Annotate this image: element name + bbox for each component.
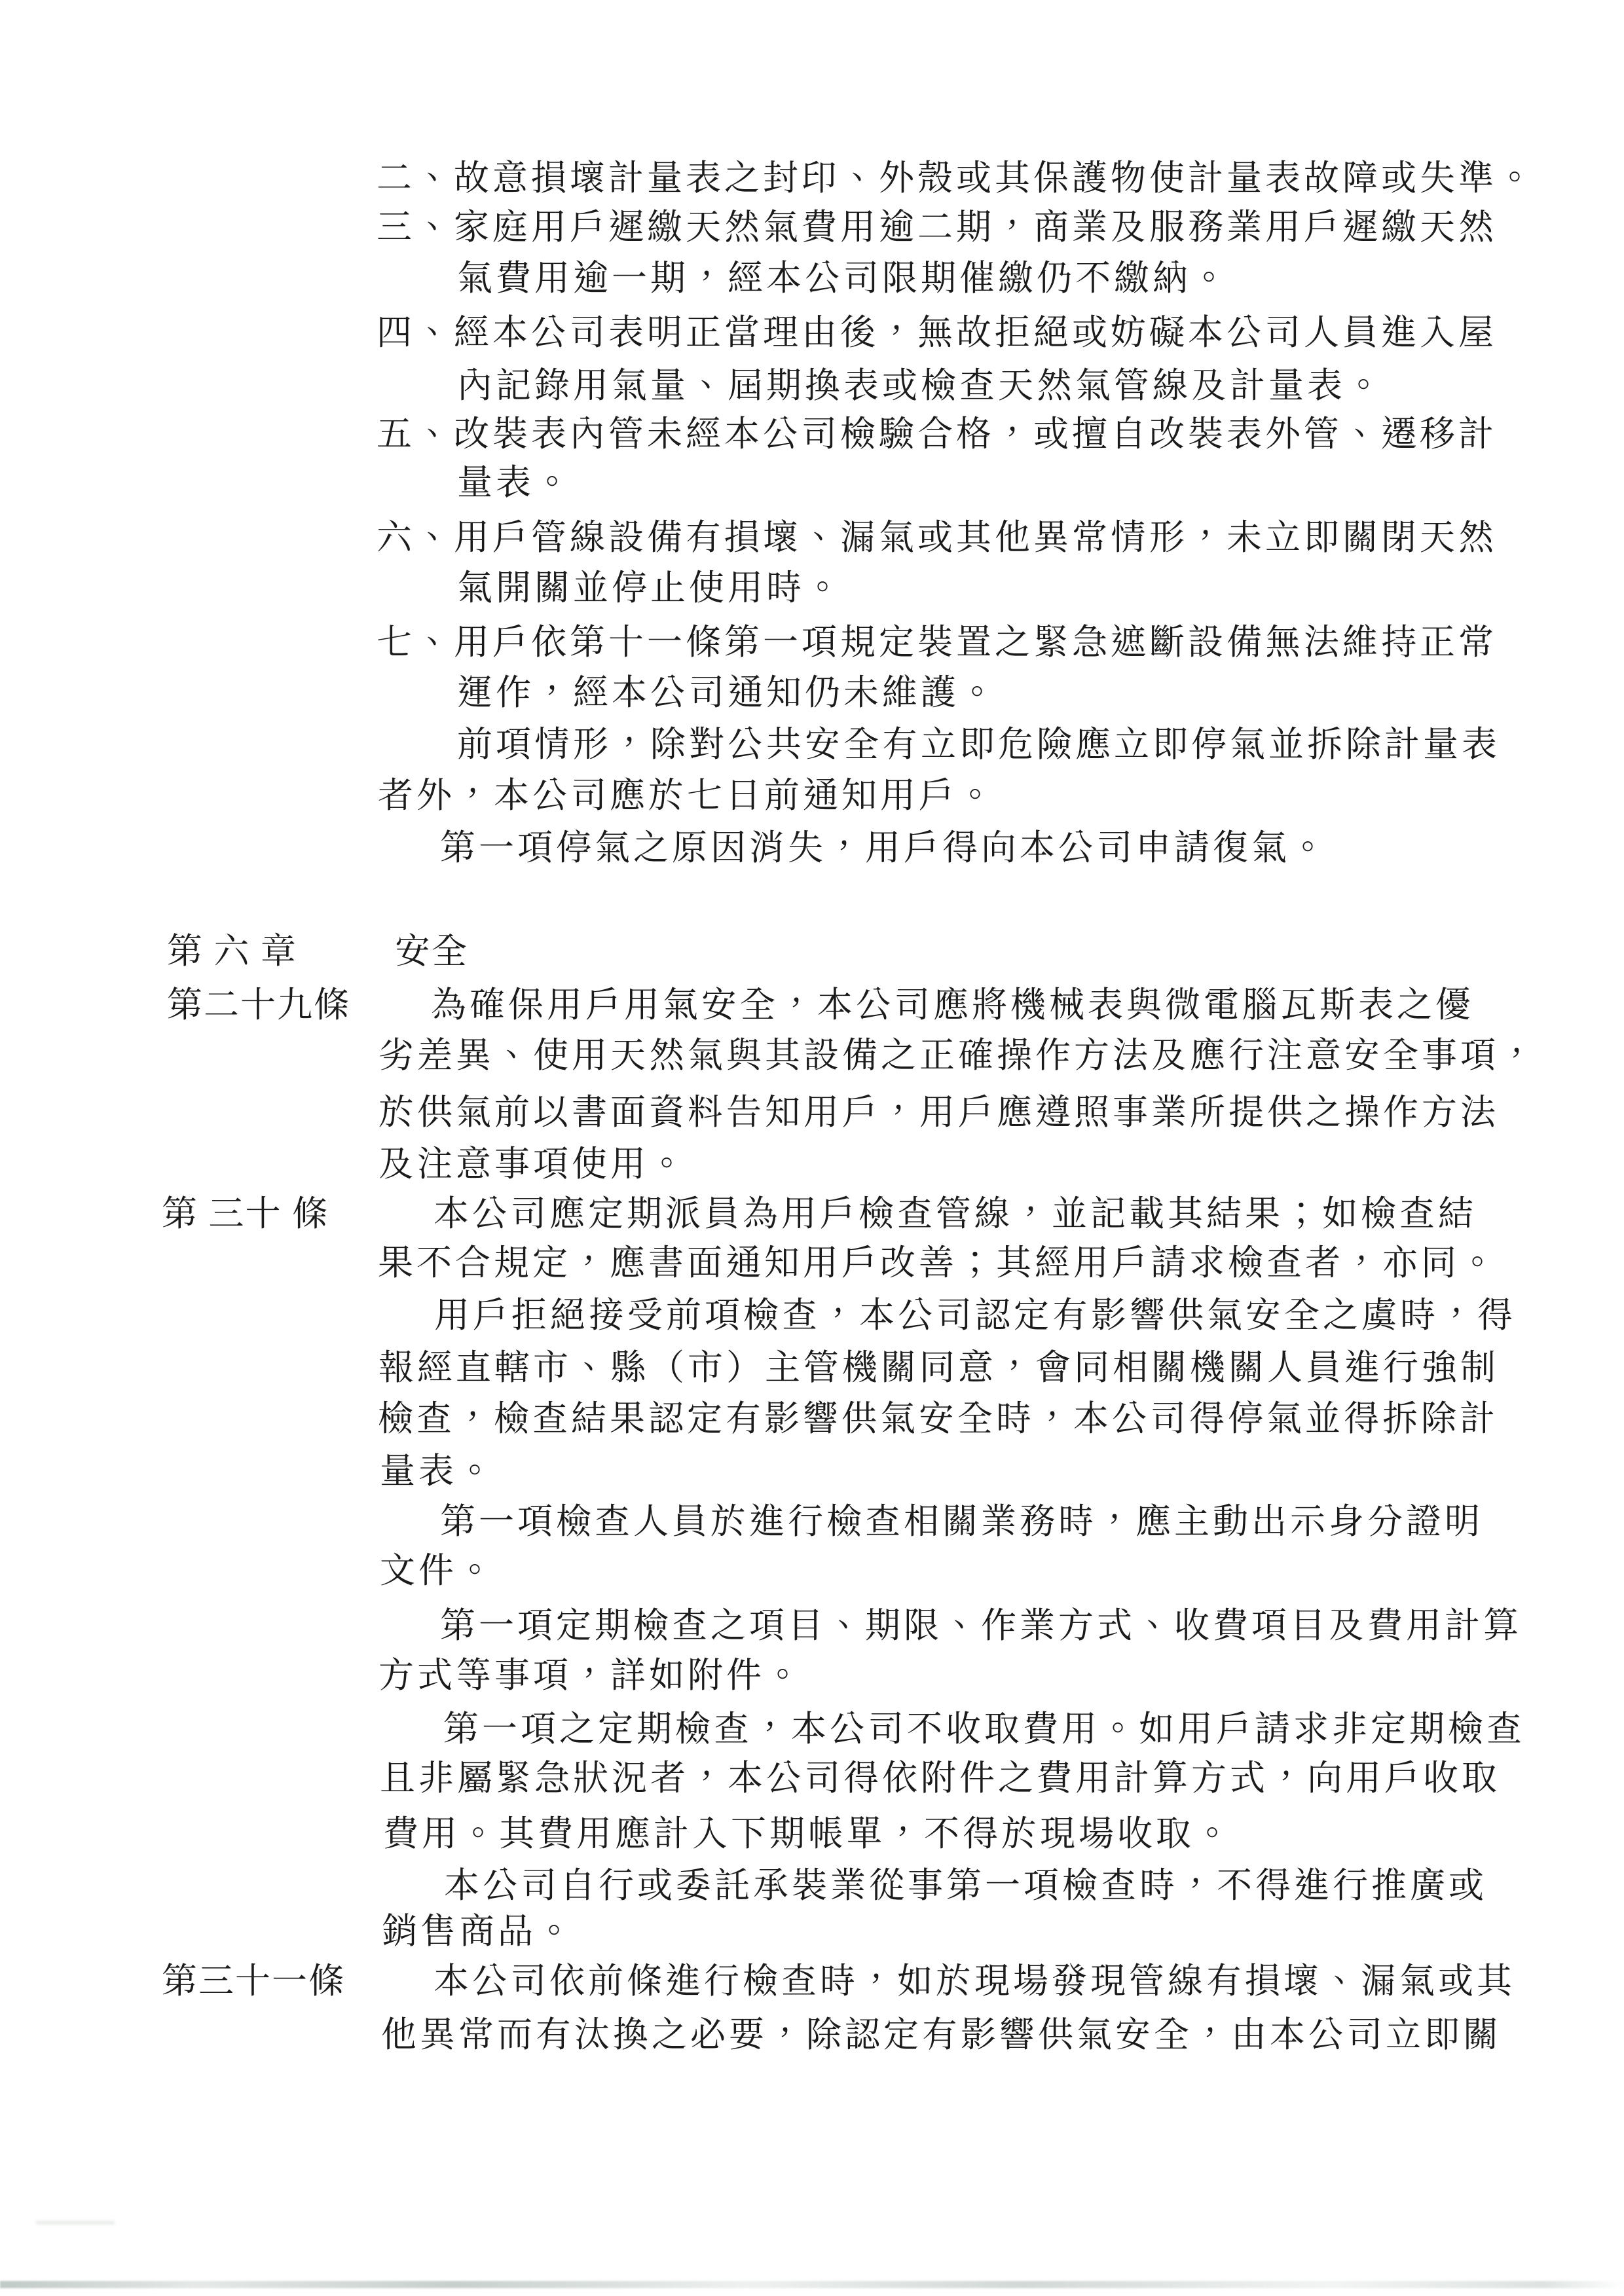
- text-line: 用戶拒絕接受前項檢查，本公司認定有影響供氣安全之虞時，得: [434, 1296, 1516, 1335]
- text-line: 四、經本公司表明正當理由後，無故拒絕或妨礙本公司人員進入屋: [377, 313, 1497, 352]
- scan-artifact-line: [0, 2281, 1624, 2288]
- text-line: 五、改裝表內管未經本公司檢驗合格，或擅自改裝表外管、遷移計: [377, 414, 1497, 454]
- text-line: 及注意事項使用。: [378, 1144, 688, 1184]
- text-line: 本公司依前條進行檢查時，如於現場發現管線有損壞、漏氣或其: [434, 1961, 1515, 2001]
- text-line: 前項情形，除對公共安全有立即危險應立即停氣並拆除計量表: [457, 725, 1500, 764]
- text-line: 者外，本公司應於七日前通知用戶。: [378, 776, 996, 815]
- article-29-number: 第二十九條: [167, 985, 350, 1025]
- chapter-number: 第 六 章: [167, 932, 297, 971]
- text-line: 方式等事項，詳如附件。: [378, 1656, 803, 1695]
- text-line: 本公司自行或委託承裝業從事第一項檢查時，不得進行推廣或: [444, 1866, 1487, 1905]
- article-30-number: 第 三十 條: [162, 1194, 329, 1233]
- text-line: 量表。: [380, 1451, 496, 1491]
- chapter-title: 安全: [395, 932, 468, 971]
- text-line: 本公司應定期派員為用戶檢查管線，並記載其結果；如檢查結: [434, 1194, 1477, 1233]
- text-line: 氣開關並停止使用時。: [457, 568, 843, 608]
- text-line: 量表。: [457, 463, 573, 502]
- text-line: 三、家庭用戶遲繳天然氣費用逾二期，商業及服務業用戶遲繳天然: [377, 208, 1497, 247]
- text-line: 且非屬緊急狀況者，本公司得依附件之費用計算方式，向用戶收取: [380, 1758, 1500, 1798]
- text-line: 運作，經本公司通知仍未維護。: [457, 673, 998, 712]
- text-line: 第一項檢查人員於進行檢查相關業務時，應主動出示身分證明: [440, 1502, 1483, 1541]
- text-line: 第一項之定期檢查，本公司不收取費用。如用戶請求非定期檢查: [443, 1709, 1525, 1749]
- text-line: 檢查，檢查結果認定有影響供氣安全時，本公司得停氣並得拆除計: [378, 1399, 1498, 1438]
- text-line: 二、故意損壞計量表之封印、外殼或其保護物使計量表故障或失準。: [377, 158, 1536, 198]
- text-line: 第一項停氣之原因消失，用戶得向本公司申請復氣。: [440, 828, 1329, 867]
- scan-noise-speck: [36, 2221, 115, 2225]
- text-line: 報經直轄市、縣（市）主管機關同意，會同相關機關人員進行強制: [378, 1348, 1499, 1387]
- text-line: 費用。其費用應計入下期帳單，不得於現場收取。: [383, 1814, 1233, 1853]
- text-line: 文件。: [380, 1551, 496, 1590]
- text-line: 於供氣前以書面資料告知用戶，用戶應遵照事業所提供之操作方法: [378, 1093, 1499, 1132]
- text-line: 他異常而有汰換之必要，除認定有影響供氣安全，由本公司立即關: [381, 2015, 1502, 2054]
- article-31-number: 第三十一條: [162, 1961, 345, 2001]
- text-line: 第一項定期檢查之項目、期限、作業方式、收費項目及費用計算: [440, 1606, 1522, 1645]
- text-line: 六、用戶管線設備有損壞、漏氣或其他異常情形，未立即關閉天然: [377, 518, 1497, 557]
- text-line: 劣差異、使用天然氣與其設備之正確操作方法及應行注意安全事項，: [378, 1036, 1538, 1075]
- text-line: 氣費用逾一期，經本公司限期催繳仍不繳納。: [457, 259, 1230, 298]
- text-line: 七、用戶依第十一條第一項規定裝置之緊急遮斷設備無法維持正常: [377, 623, 1497, 662]
- text-line: 銷售商品。: [382, 1912, 575, 1951]
- text-line: 為確保用戶用氣安全，本公司應將機械表與微電腦瓦斯表之優: [431, 985, 1474, 1025]
- text-line: 內記錄用氣量、屆期換表或檢查天然氣管線及計量表。: [457, 366, 1384, 405]
- text-line: 果不合規定，應書面通知用戶改善；其經用戶請求檢查者，亦同。: [378, 1243, 1498, 1283]
